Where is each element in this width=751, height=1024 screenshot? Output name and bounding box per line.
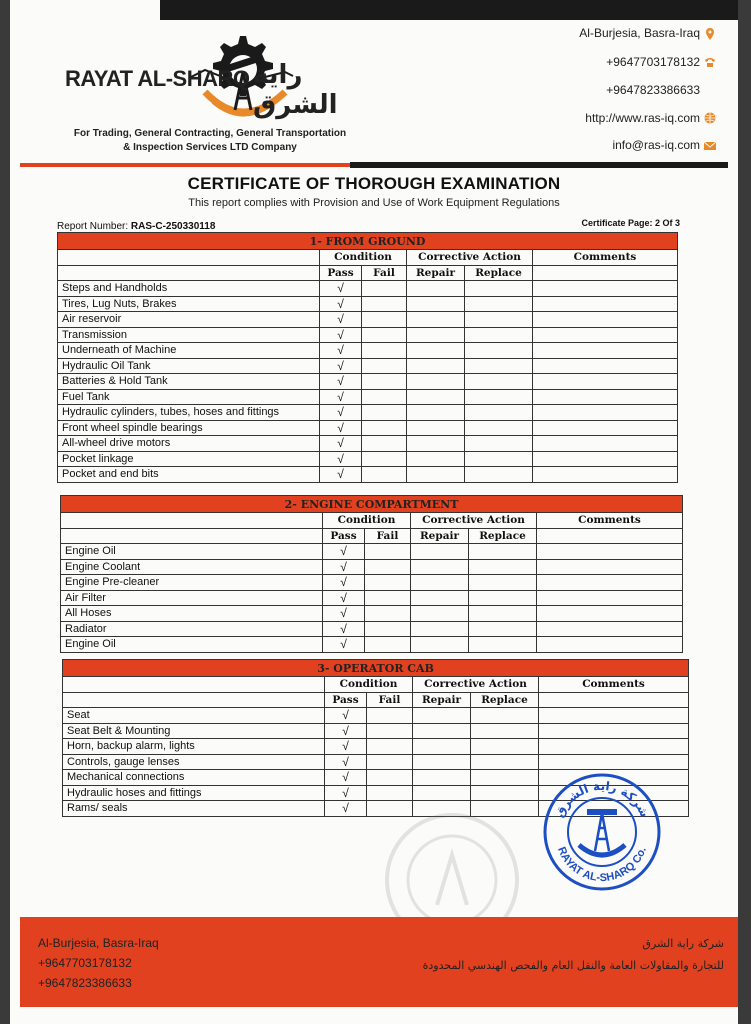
pass-check: √ — [320, 467, 362, 483]
pass-check: √ — [320, 374, 362, 390]
replace-cell — [465, 405, 533, 421]
comments-cell — [533, 374, 678, 390]
table-row — [61, 621, 683, 637]
fail-header: Fail — [362, 265, 407, 281]
comments-header: Comments — [539, 677, 689, 693]
replace-cell — [465, 312, 533, 328]
repair-cell — [407, 358, 465, 374]
repair-cell — [407, 405, 465, 421]
repair-cell — [407, 374, 465, 390]
table-row — [58, 436, 678, 452]
item-label: Seat — [63, 708, 325, 724]
replace-cell — [465, 436, 533, 452]
item-label: Mechanical connections — [63, 770, 325, 786]
pass-check: √ — [320, 343, 362, 359]
pass-check: √ — [323, 575, 365, 591]
repair-cell — [413, 770, 471, 786]
repair-header: Repair — [407, 265, 465, 281]
repair-cell — [411, 559, 469, 575]
fail-cell — [365, 575, 411, 591]
table-row — [63, 739, 689, 755]
repair-cell — [407, 343, 465, 359]
item-label: Pocket linkage — [58, 451, 320, 467]
item-header-blank — [63, 677, 325, 693]
replace-cell — [469, 575, 537, 591]
footer-phone-2: +9647823386633 — [38, 976, 132, 990]
item-label: Hydraulic hoses and fittings — [63, 785, 325, 801]
fail-cell — [362, 451, 407, 467]
comments-cell — [539, 739, 689, 755]
pass-check: √ — [323, 590, 365, 606]
repair-cell — [413, 723, 471, 739]
footer-arabic-desc: للتجارة والمقاولات العامة والنقل العام والفحص الهندسي المحدودة — [422, 959, 724, 972]
comments-cell — [533, 312, 678, 328]
pass-check: √ — [320, 420, 362, 436]
header-row-1 — [61, 513, 683, 529]
pass-check: √ — [320, 358, 362, 374]
document-subtitle: This report complies with Provision and Use of Work Equipment Regulations — [188, 197, 560, 209]
pass-check: √ — [320, 296, 362, 312]
corrective-action-header: Corrective Action — [411, 513, 537, 529]
table-row — [58, 281, 678, 297]
item-label: Batteries & Hold Tank — [58, 374, 320, 390]
fail-header: Fail — [367, 692, 413, 708]
item-label: Underneath of Machine — [58, 343, 320, 359]
condition-header: Condition — [323, 513, 411, 529]
fail-header: Fail — [365, 528, 411, 544]
repair-cell — [411, 637, 469, 653]
certificate-page-number: Certificate Page: 2 Of 3 — [581, 218, 680, 228]
item-label: Pocket and end bits — [58, 467, 320, 483]
footer-arabic — [423, 933, 724, 977]
table-row — [58, 374, 678, 390]
repair-cell — [411, 606, 469, 622]
comments-cell — [533, 420, 678, 436]
table-row — [63, 708, 689, 724]
replace-cell — [465, 451, 533, 467]
header-row-1 — [58, 250, 678, 266]
pass-check: √ — [320, 436, 362, 452]
replace-cell — [469, 590, 537, 606]
section-title: 3- OPERATOR CAB — [63, 660, 689, 677]
item-label: Tires, Lug Nuts, Brakes — [58, 296, 320, 312]
item-label: Steps and Handholds — [58, 281, 320, 297]
repair-cell — [407, 420, 465, 436]
table-row — [61, 559, 683, 575]
item-label: Transmission — [58, 327, 320, 343]
repair-cell — [413, 785, 471, 801]
header-email[interactable]: info@ras-iq.com — [612, 138, 700, 152]
table-row — [58, 420, 678, 436]
section-title: 1- FROM GROUND — [58, 233, 678, 250]
stamp-derrick-icon — [579, 813, 625, 855]
comments-subheader-blank — [533, 265, 678, 281]
comments-subheader-blank — [539, 692, 689, 708]
comments-cell — [533, 296, 678, 312]
section-title-row — [63, 660, 689, 677]
fail-cell — [367, 785, 413, 801]
pass-check: √ — [320, 281, 362, 297]
tagline-line-1: For Trading, General Contracting, General Transportation — [73, 128, 347, 139]
replace-cell — [469, 559, 537, 575]
fail-cell — [362, 358, 407, 374]
item-label: Rams/ seals — [63, 801, 325, 817]
pass-check: √ — [325, 785, 367, 801]
table-row — [58, 343, 678, 359]
certificate-page — [10, 0, 738, 1024]
table-row — [61, 606, 683, 622]
corrective-action-header: Corrective Action — [407, 250, 533, 266]
comments-cell — [533, 467, 678, 483]
table-row — [58, 389, 678, 405]
replace-header: Replace — [471, 692, 539, 708]
comments-header: Comments — [533, 250, 678, 266]
item-subheader-blank — [61, 528, 323, 544]
telephone-icon — [704, 56, 716, 68]
company-tagline — [60, 127, 360, 155]
fail-cell — [362, 467, 407, 483]
repair-cell — [407, 451, 465, 467]
repair-cell — [411, 575, 469, 591]
repair-cell — [407, 327, 465, 343]
fail-cell — [362, 343, 407, 359]
replace-header: Replace — [465, 265, 533, 281]
document-title: CERTIFICATE OF THOROUGH EXAMINATION — [187, 174, 561, 193]
location-pin-icon — [704, 28, 716, 40]
repair-cell — [413, 739, 471, 755]
section-title-row — [58, 233, 678, 250]
replace-cell — [465, 281, 533, 297]
pass-header: Pass — [320, 265, 362, 281]
stamp-latin-text: RAYAT AL-SHARQ Co. — [555, 845, 649, 885]
replace-cell — [471, 739, 539, 755]
fail-cell — [362, 420, 407, 436]
tagline-line-2: & Inspection Services LTD Company — [123, 142, 297, 153]
item-label: Engine Pre-cleaner — [61, 575, 323, 591]
report-number-label: Report Number: — [57, 221, 129, 232]
fail-cell — [365, 544, 411, 560]
item-label: Hydraulic Oil Tank — [58, 358, 320, 374]
pass-check: √ — [325, 739, 367, 755]
fail-cell — [362, 312, 407, 328]
repair-cell — [411, 590, 469, 606]
comments-cell — [537, 559, 683, 575]
pass-check: √ — [325, 770, 367, 786]
item-label: Fuel Tank — [58, 389, 320, 405]
comments-subheader-blank — [537, 528, 683, 544]
footer-bar — [20, 917, 738, 1007]
stamp-arabic-text: شركة راية الشرق — [552, 778, 652, 820]
replace-cell — [469, 621, 537, 637]
replace-cell — [465, 420, 533, 436]
header-website[interactable]: http://www.ras-iq.com — [585, 111, 700, 125]
comments-cell — [537, 621, 683, 637]
item-label: All-wheel drive motors — [58, 436, 320, 452]
replace-cell — [471, 785, 539, 801]
header-rule-dark — [350, 162, 728, 168]
table-row — [58, 451, 678, 467]
table-row — [58, 467, 678, 483]
report-number-value: RAS-C-250330118 — [130, 221, 216, 232]
pass-header: Pass — [325, 692, 367, 708]
item-label: Air Filter — [61, 590, 323, 606]
header-rule-red — [20, 163, 350, 167]
footer-phone-1: +9647703178132 — [38, 956, 132, 970]
comments-header: Comments — [537, 513, 683, 529]
company-stamp — [543, 773, 661, 891]
fail-cell — [367, 708, 413, 724]
comments-cell — [533, 405, 678, 421]
pass-check: √ — [325, 801, 367, 817]
repair-cell — [407, 436, 465, 452]
comments-cell — [539, 708, 689, 724]
pass-check: √ — [320, 327, 362, 343]
header-row-2 — [63, 692, 689, 708]
fail-cell — [362, 389, 407, 405]
replace-cell — [465, 389, 533, 405]
comments-cell — [539, 754, 689, 770]
header-row-2 — [58, 265, 678, 281]
comments-cell — [533, 343, 678, 359]
comments-cell — [533, 358, 678, 374]
pass-check: √ — [323, 544, 365, 560]
repair-cell — [411, 621, 469, 637]
fail-cell — [367, 770, 413, 786]
replace-cell — [469, 637, 537, 653]
comments-cell — [537, 606, 683, 622]
condition-header: Condition — [320, 250, 407, 266]
report-number — [57, 221, 215, 232]
table-row — [61, 590, 683, 606]
replace-cell — [471, 708, 539, 724]
fail-cell — [362, 327, 407, 343]
repair-cell — [407, 467, 465, 483]
table-row — [58, 327, 678, 343]
replace-cell — [465, 296, 533, 312]
comments-cell — [533, 327, 678, 343]
inspection-table-1 — [57, 232, 678, 483]
item-label: Front wheel spindle bearings — [58, 420, 320, 436]
comments-cell — [537, 575, 683, 591]
section-title: 2- ENGINE COMPARTMENT — [61, 496, 683, 513]
fail-cell — [365, 637, 411, 653]
header-address: Al-Burjesia, Basra-Iraq — [579, 26, 700, 40]
company-logo — [65, 32, 355, 127]
item-label: Controls, gauge lenses — [63, 754, 325, 770]
repair-header: Repair — [413, 692, 471, 708]
header-phone-1: +9647703178132 — [606, 55, 700, 69]
comments-cell — [537, 544, 683, 560]
comments-cell — [537, 637, 683, 653]
pass-check: √ — [320, 312, 362, 328]
repair-header: Repair — [411, 528, 469, 544]
replace-cell — [471, 723, 539, 739]
item-label: Air reservoir — [58, 312, 320, 328]
item-label: Radiator — [61, 621, 323, 637]
replace-cell — [465, 358, 533, 374]
repair-cell — [413, 708, 471, 724]
fail-cell — [362, 296, 407, 312]
repair-cell — [407, 296, 465, 312]
pass-check: √ — [320, 389, 362, 405]
company-name-latin: RAYAT AL-SHARQ — [65, 66, 250, 91]
repair-cell — [407, 312, 465, 328]
table-row — [58, 358, 678, 374]
replace-header: Replace — [469, 528, 537, 544]
header-row-2 — [61, 528, 683, 544]
pass-check: √ — [323, 621, 365, 637]
replace-cell — [465, 374, 533, 390]
replace-cell — [465, 327, 533, 343]
pass-check: √ — [325, 708, 367, 724]
item-label: Engine Oil — [61, 544, 323, 560]
table-row — [61, 544, 683, 560]
item-subheader-blank — [63, 692, 325, 708]
comments-cell — [533, 281, 678, 297]
fail-cell — [367, 739, 413, 755]
comments-cell — [533, 389, 678, 405]
condition-header: Condition — [325, 677, 413, 693]
repair-cell — [413, 754, 471, 770]
item-label: Horn, backup alarm, lights — [63, 739, 325, 755]
footer-address: Al-Burjesia, Basra-Iraq — [38, 936, 159, 950]
pass-check: √ — [323, 606, 365, 622]
fail-cell — [365, 590, 411, 606]
pass-check: √ — [325, 723, 367, 739]
pass-check: √ — [320, 451, 362, 467]
envelope-icon — [704, 140, 716, 152]
replace-cell — [469, 544, 537, 560]
footer-contact — [38, 933, 159, 993]
fail-cell — [362, 281, 407, 297]
item-header-blank — [61, 513, 323, 529]
item-label: All Hoses — [61, 606, 323, 622]
top-bar-gap — [10, 0, 160, 20]
fail-cell — [362, 436, 407, 452]
pass-check: √ — [323, 637, 365, 653]
pass-check: √ — [320, 405, 362, 421]
replace-cell — [465, 343, 533, 359]
comments-cell — [533, 436, 678, 452]
header-phone-2: +9647823386633 — [606, 83, 700, 97]
pass-header: Pass — [323, 528, 365, 544]
inspection-table-2 — [60, 495, 683, 653]
fail-cell — [367, 754, 413, 770]
table-row — [63, 723, 689, 739]
table-row — [58, 296, 678, 312]
item-label: Engine Oil — [61, 637, 323, 653]
comments-cell — [539, 723, 689, 739]
fail-cell — [365, 606, 411, 622]
fail-cell — [365, 559, 411, 575]
table-row — [61, 575, 683, 591]
replace-cell — [465, 467, 533, 483]
globe-icon — [704, 112, 716, 124]
header-row-1 — [63, 677, 689, 693]
item-label: Hydraulic cylinders, tubes, hoses and fittings — [58, 405, 320, 421]
section-title-row — [61, 496, 683, 513]
footer-arabic-name: شركة راية الشرق — [642, 937, 724, 950]
table-row — [63, 754, 689, 770]
replace-cell — [471, 754, 539, 770]
fail-cell — [362, 405, 407, 421]
table-row — [61, 637, 683, 653]
comments-cell — [533, 451, 678, 467]
fail-cell — [365, 621, 411, 637]
replace-cell — [469, 606, 537, 622]
pass-check: √ — [325, 754, 367, 770]
pass-check: √ — [323, 559, 365, 575]
table-row — [58, 405, 678, 421]
company-name-arabic: راية الشرق — [253, 60, 338, 120]
item-header-blank — [58, 250, 320, 266]
item-label: Engine Coolant — [61, 559, 323, 575]
item-subheader-blank — [58, 265, 320, 281]
item-label: Seat Belt & Mounting — [63, 723, 325, 739]
repair-cell — [411, 544, 469, 560]
comments-cell — [537, 590, 683, 606]
repair-cell — [407, 389, 465, 405]
replace-cell — [471, 770, 539, 786]
corrective-action-header: Corrective Action — [413, 677, 539, 693]
fail-cell — [367, 723, 413, 739]
repair-cell — [407, 281, 465, 297]
fail-cell — [362, 374, 407, 390]
table-row — [58, 312, 678, 328]
